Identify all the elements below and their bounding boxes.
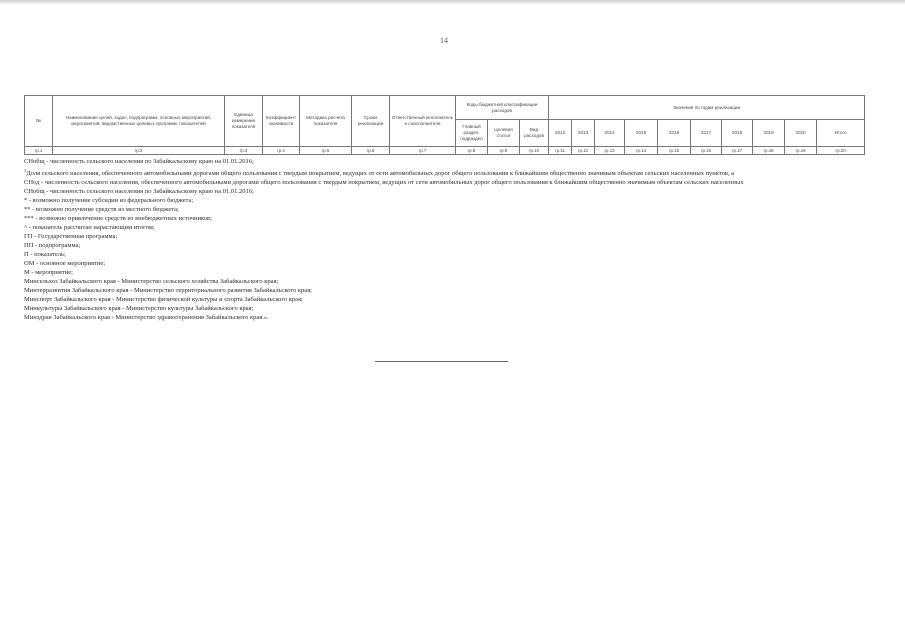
note-line: СНод - численность сельского населения, обеспеченного автомобильными дорогами общего пользования с твердым покрытием, ведущих от сети автомобильных дорог общего пользования к ближайшим общественно значимым объектам сельских населенных	[24, 179, 744, 187]
column-number: гр.12	[572, 147, 595, 155]
header-method: Методика расчета показателя	[300, 96, 352, 147]
column-number: гр.19	[785, 147, 817, 155]
column-number: гр.11	[549, 147, 572, 155]
note-line: СНобщ - численность сельского населения по Забайкальскому краю на 01.01.2016;	[24, 188, 254, 196]
footnote-marker: 1	[24, 168, 27, 173]
header-year: 2016	[658, 120, 691, 147]
note-line: ПП - подпрограмма;	[24, 242, 81, 250]
header-no: №	[25, 96, 53, 147]
column-number: гр.15	[658, 147, 691, 155]
header-terms: Сроки реализации	[352, 96, 390, 147]
note-line: СНобщ - численность сельского населения по Забайкальскому краю на 01.01.2016;	[24, 158, 254, 165]
column-number: гр.7	[390, 147, 456, 155]
indicator-table-header	[24, 95, 865, 155]
column-number: гр.13	[595, 147, 625, 155]
header-year: 2015	[625, 120, 658, 147]
column-number: гр.16	[691, 147, 722, 155]
end-divider	[375, 361, 508, 362]
column-number: гр.5	[300, 147, 352, 155]
column-number: гр.14	[625, 147, 658, 155]
note-line: Минспорт Забайкальского края - Министерство физической культуры и спорта Забайкальского края;	[24, 296, 303, 304]
header-main-section: Главный раздел, подраздел	[456, 120, 488, 147]
header-year: 2013	[572, 120, 595, 147]
column-number: гр.10	[520, 147, 549, 155]
column-number: гр.17	[722, 147, 753, 155]
note-line: ГП - Государственная программа;	[24, 233, 118, 241]
header-year: 2017	[691, 120, 722, 147]
header-target-item: Целевая статья	[488, 120, 520, 147]
note-line: ^ - показатель рассчитан нарастающим итогом;	[24, 224, 155, 232]
column-number: гр.2	[53, 147, 225, 155]
column-number: гр.4	[263, 147, 300, 155]
note-line: ** - возможно получение средств из местного бюджета;	[24, 206, 179, 214]
column-number: гр.8	[456, 147, 488, 155]
footnotes	[24, 157, 874, 322]
note-line: П - показатель;	[24, 251, 66, 259]
note-line: ОМ - основное мероприятие;	[24, 260, 106, 268]
header-year: 2020	[785, 120, 817, 147]
header-expense-type: Вид расходов	[520, 120, 549, 147]
column-number: гр.18	[753, 147, 785, 155]
page-top-edge	[0, 0, 905, 4]
header-values-by-year: Значения по годам реализации	[549, 96, 865, 120]
page-number: 14	[440, 36, 448, 45]
column-number: гр.20	[817, 147, 865, 155]
header-year: 2019	[753, 120, 785, 147]
note-line	[24, 166, 874, 178]
header-responsible: Ответственный исполнитель и соисполнители	[390, 96, 456, 147]
note-line: * - возможно получение субсидии из федерального бюджета;	[24, 197, 194, 205]
note-line: Минкультуры Забайкальского края - Министерство культуры Забайкальского края;	[24, 305, 254, 313]
header-year: 2012	[549, 120, 572, 147]
header-unit: Единица измерения показателя	[225, 96, 263, 147]
note-line: Минтерразвития Забайкальского края - Министерство территориального развития Забайкальского края;	[24, 287, 312, 295]
header-name: Наименование целей, задач, подпрограмм, основных мероприятий, мероприятий, ведомственных целевых программ, показателей	[53, 96, 225, 147]
column-number: гр.1	[25, 147, 53, 155]
column-number: гр.6	[352, 147, 390, 155]
note-line: М - мероприятие;	[24, 269, 73, 277]
column-number: гр.9	[488, 147, 520, 155]
header-total: Итого	[817, 120, 865, 147]
header-year: 2018	[722, 120, 753, 147]
note-line: Минсельхоз Забайкальского края - Министерство сельского хозяйства Забайкальского края;	[24, 278, 279, 286]
header-year: 2014	[595, 120, 625, 147]
note-line: *** - возможно привлечение средств из внебюджетных источников;	[24, 215, 212, 223]
note-text: Доля сельского населения, обеспеченного автомобильными дорогами общего пользования с твердым покрытием, ведущих от сети автомобильных дорог общего пользования к ближайшим общественно значимым объектам сельских населенных пунктов, а	[26, 170, 735, 178]
header-coefficient: Коэффициент значимости	[263, 96, 300, 147]
column-number: гр.3	[225, 147, 263, 155]
note-line: Минздрав Забайкальского края - Министерство здравоохранения Забайкальского края.».	[24, 314, 269, 322]
header-budget-codes: Коды бюджетной классификации расходов	[456, 96, 549, 120]
